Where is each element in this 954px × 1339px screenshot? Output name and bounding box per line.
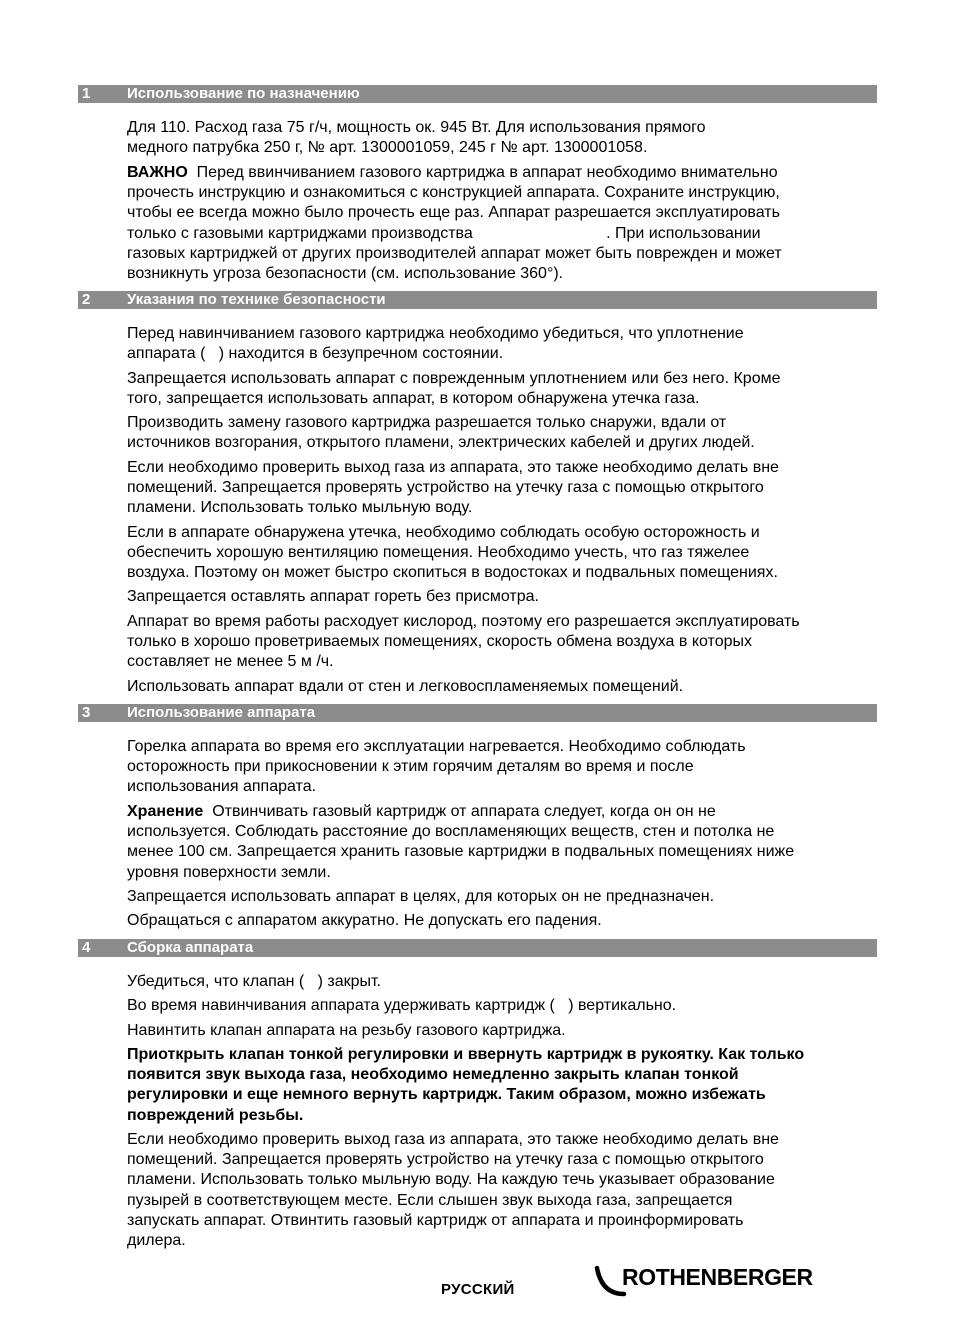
- paragraph: [127, 737, 872, 798]
- line: Использовать аппарат вдали от стен и легковоспламеняемых помещений.: [127, 678, 684, 695]
- section-3-header: [78, 704, 877, 722]
- line: Аппарат во время работы расходует кислород, поэтому его разрешается эксплуатировать: [127, 613, 800, 630]
- paragraph: [127, 523, 872, 584]
- line: Навинтить клапан аппарата на резьбу газового картриджа.: [127, 1022, 566, 1039]
- paragraph: [127, 587, 872, 607]
- line: дилера.: [127, 1232, 186, 1250]
- line: Если в аппарате обнаружена утечка, необходимо соблюдать особую осторожность и: [127, 524, 760, 541]
- storage-label: Хранение: [127, 803, 204, 820]
- line: пузырей в соответствующем месте. Если слышен звук выхода газа, запрещается: [127, 1191, 733, 1209]
- line: Во время навинчивания аппарата удерживать картридж ( ) вертикально.: [127, 997, 677, 1014]
- line-text: Перед ввинчиванием газового картриджа в аппарат необходимо внимательно: [187, 164, 778, 181]
- line: осторожность при прикосновении к этим горячим деталям во время и после: [127, 758, 694, 776]
- line: медного патрубка 250 г, № арт. 1300001059, 245 г № арт. 1300001058.: [127, 139, 648, 157]
- line: появится звук выхода газа, необходимо немедленно закрыть клапан тонкой: [127, 1066, 739, 1084]
- section-title: Указания по технике безопасности: [127, 291, 386, 308]
- section-number: 2: [82, 291, 91, 308]
- line: возникнуть угроза безопасности (см. использование 360°).: [127, 265, 564, 283]
- line: запускать аппарат. Отвинтить газовый картридж от аппарата и проинформировать: [127, 1211, 744, 1229]
- paragraph-storage: [127, 802, 872, 883]
- paragraph: [127, 458, 872, 519]
- line-text: Отвинчивать газовый картридж от аппарата следует, когда он он не: [203, 803, 716, 820]
- brand-name: ROTHENBERGER: [622, 1264, 813, 1290]
- line: уровня поверхности земли.: [127, 863, 331, 881]
- paragraph: [127, 369, 872, 409]
- section-1-header: [78, 85, 877, 103]
- section-number: 3: [82, 704, 91, 721]
- rothenberger-logo: [594, 1262, 826, 1300]
- section-title: Использование по назначению: [127, 85, 360, 102]
- paragraph: [127, 677, 872, 697]
- line: только с газовыми картриджами производства . При использовании: [127, 224, 761, 242]
- line: повреждений резьбы.: [127, 1106, 304, 1124]
- line: источников возгорания, открытого пламени, электрических кабелей и других людей.: [127, 434, 755, 452]
- footer-language: РУССКИЙ: [441, 1281, 515, 1298]
- section-4-header: [78, 939, 877, 957]
- line: пламени. Использовать только мыльную воду. На каждую течь указывает образование: [127, 1171, 775, 1189]
- paragraph: [127, 972, 872, 992]
- line: Запрещается оставлять аппарат гореть без присмотра.: [127, 588, 539, 605]
- line: Для 110. Расход газа 75 г/ч, мощность ок. 945 Вт. Для использования прямого: [127, 119, 706, 136]
- line: Если необходимо проверить выход газа из аппарата, это также необходимо делать вне: [127, 459, 779, 476]
- line: газовых картриджей от других производителей аппарат может быть поврежден и может: [127, 244, 782, 262]
- section-number: 4: [82, 939, 91, 956]
- line: Запрещается использовать аппарат с поврежденным уплотнением или без него. Кроме: [127, 370, 781, 387]
- paragraph: [127, 887, 872, 907]
- important-label: ВАЖНО: [127, 164, 188, 181]
- line: прочесть инструкцию и ознакомиться с конструкцией аппарата. Сохраните инструкцию,: [127, 184, 780, 202]
- line: Перед навинчиванием газового картриджа необходимо убедиться, что уплотнение: [127, 325, 744, 342]
- line: Убедиться, что клапан ( ) закрыт.: [127, 973, 381, 990]
- paragraph: [127, 413, 872, 453]
- line: обеспечить хорошую вентиляцию помещения. Необходимо учесть, что газ тяжелее: [127, 544, 750, 562]
- section-title: Сборка аппарата: [127, 939, 254, 956]
- paragraph-important: [127, 163, 872, 284]
- paragraph: [127, 996, 872, 1016]
- paragraph: [127, 118, 872, 158]
- line: Приоткрыть клапан тонкой регулировки и ввернуть картридж в рукоятку. Как только: [127, 1046, 805, 1063]
- line: Запрещается использовать аппарат в целях, для которых он не предназначен.: [127, 888, 715, 905]
- paragraph: [127, 911, 872, 931]
- line: аппарата ( ) находится в безупречном состоянии.: [127, 345, 504, 363]
- paragraph: [127, 324, 872, 364]
- section-title: Использование аппарата: [127, 704, 316, 721]
- line: только в хорошо проветриваемых помещениях, скорость обмена воздуха в которых: [127, 633, 752, 651]
- line: Горелка аппарата во время его эксплуатации нагревается. Необходимо соблюдать: [127, 738, 746, 755]
- line: чтобы ее всегда можно было прочесть еще раз. Аппарат разрешается эксплуатировать: [127, 204, 780, 222]
- line: помещений. Запрещается проверять устройство на утечку газа с помощью открытого: [127, 479, 764, 497]
- line: воздуха. Поэтому он может быстро скопиться в водостоках и подвальных помещениях.: [127, 564, 778, 582]
- paragraph: [127, 612, 872, 673]
- line: Производить замену газового картриджа разрешается только снаружи, вдали от: [127, 414, 727, 431]
- line: менее 100 см. Запрещается хранить газовые картриджи в подвальных помещениях ниже: [127, 843, 795, 861]
- paragraph-warning: [127, 1045, 872, 1126]
- section-number: 1: [82, 85, 91, 102]
- paragraph: [127, 1130, 872, 1251]
- line: пламени. Использовать только мыльную воду.: [127, 499, 473, 517]
- line: Обращаться с аппаратом аккуратно. Не допускать его падения.: [127, 912, 602, 929]
- line: используется. Соблюдать расстояние до воспламеняющих веществ, стен и потолка не: [127, 823, 775, 841]
- line: Если необходимо проверить выход газа из аппарата, это также необходимо делать вне: [127, 1131, 779, 1148]
- section-2-header: [78, 291, 877, 309]
- line: регулировки и еще немного вернуть картридж. Таким образом, можно избежать: [127, 1086, 766, 1104]
- line: [127, 802, 872, 822]
- line: составляет не менее 5 м /ч.: [127, 653, 334, 671]
- paragraph: [127, 1021, 872, 1041]
- line: [127, 163, 872, 183]
- line: использования аппарата.: [127, 778, 317, 796]
- line: помещений. Запрещается проверять устройство на утечку газа с помощью открытого: [127, 1151, 764, 1169]
- line: того, запрещается использовать аппарат, в котором обнаружена утечка газа.: [127, 390, 700, 408]
